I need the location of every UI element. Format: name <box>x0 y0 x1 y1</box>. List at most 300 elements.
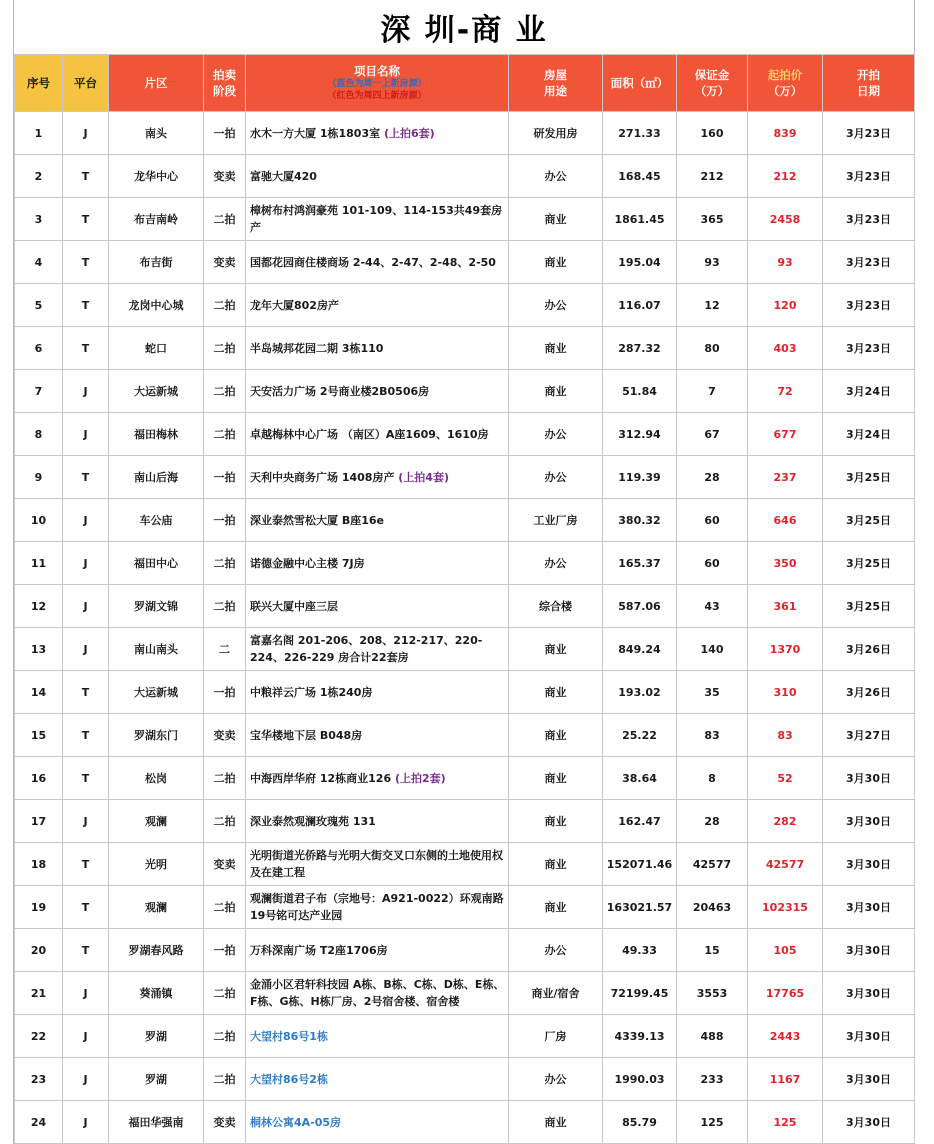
cell-stage: 二拍 <box>204 542 246 585</box>
cell-usage: 商业 <box>509 886 603 929</box>
cell-district: 龙岗中心城 <box>109 284 204 327</box>
cell-project-name <box>246 112 509 155</box>
cell-deposit: 28 <box>677 800 748 843</box>
header-stage <box>204 55 246 112</box>
project-name-text: 卓越梅林中心广场 （南区）A座1609、1610房 <box>250 427 489 441</box>
project-name-text: 观澜街道君子布（宗地号：A921-0022）环观南路19号铭可达产业园 <box>250 892 504 922</box>
table-body <box>15 112 915 1144</box>
header-district: 片区 <box>109 55 204 112</box>
cell-platform: J <box>63 112 109 155</box>
cell-stage: 二拍 <box>204 972 246 1015</box>
cell-seq: 2 <box>15 155 63 198</box>
cell-district: 葵涌镇 <box>109 972 204 1015</box>
cell-platform: T <box>63 456 109 499</box>
cell-seq: 5 <box>15 284 63 327</box>
cell-area: 152071.46 <box>603 843 677 886</box>
cell-district: 福田华强南 <box>109 1101 204 1144</box>
cell-area: 587.06 <box>603 585 677 628</box>
cell-auction-date: 3月23日 <box>823 241 915 284</box>
cell-start-price: 72 <box>748 370 823 413</box>
cell-seq: 18 <box>15 843 63 886</box>
project-name-text: 宝华楼地下层 B048房 <box>250 728 363 742</box>
cell-stage: 二拍 <box>204 413 246 456</box>
cell-start-price: 212 <box>748 155 823 198</box>
cell-stage: 一拍 <box>204 112 246 155</box>
cell-auction-date: 3月25日 <box>823 456 915 499</box>
table-row <box>15 155 915 198</box>
cell-stage: 二拍 <box>204 284 246 327</box>
cell-usage: 商业 <box>509 628 603 671</box>
cell-auction-date: 3月23日 <box>823 198 915 241</box>
cell-usage: 商业 <box>509 327 603 370</box>
cell-stage: 二拍 <box>204 800 246 843</box>
cell-stage: 二拍 <box>204 370 246 413</box>
cell-seq: 19 <box>15 886 63 929</box>
cell-deposit: 28 <box>677 456 748 499</box>
cell-project-name <box>246 886 509 929</box>
cell-seq: 17 <box>15 800 63 843</box>
cell-project-name <box>246 800 509 843</box>
cell-seq: 8 <box>15 413 63 456</box>
header-usage-line1: 房屋 <box>544 68 567 82</box>
spreadsheet <box>13 0 915 1144</box>
cell-auction-date: 3月27日 <box>823 714 915 757</box>
cell-stage: 变卖 <box>204 241 246 284</box>
cell-auction-date: 3月30日 <box>823 757 915 800</box>
cell-seq: 24 <box>15 1101 63 1144</box>
cell-stage: 二拍 <box>204 327 246 370</box>
header-name-note-blue: （蓝色为周一上新房源） <box>327 78 427 89</box>
header-stage-line2: 阶段 <box>213 84 236 98</box>
cell-usage: 办公 <box>509 284 603 327</box>
header-name-line1: 项目名称 <box>354 63 400 78</box>
cell-stage: 一拍 <box>204 499 246 542</box>
cell-deposit: 125 <box>677 1101 748 1144</box>
project-name-text: 天安活力广场 2号商业楼2B0506房 <box>250 384 430 398</box>
cell-seq: 1 <box>15 112 63 155</box>
table-row <box>15 843 915 886</box>
cell-seq: 21 <box>15 972 63 1015</box>
table-row <box>15 1015 915 1058</box>
cell-deposit: 7 <box>677 370 748 413</box>
cell-project-name <box>246 714 509 757</box>
header-usage <box>509 55 603 112</box>
cell-deposit: 60 <box>677 499 748 542</box>
cell-area: 25.22 <box>603 714 677 757</box>
cell-deposit: 212 <box>677 155 748 198</box>
cell-auction-date: 3月25日 <box>823 499 915 542</box>
project-name-text: 中粮祥云广场 1栋240房 <box>250 685 373 699</box>
cell-platform: J <box>63 1101 109 1144</box>
cell-seq: 23 <box>15 1058 63 1101</box>
cell-area: 116.07 <box>603 284 677 327</box>
cell-deposit: 3553 <box>677 972 748 1015</box>
cell-start-price: 52 <box>748 757 823 800</box>
cell-district: 布吉南岭 <box>109 198 204 241</box>
cell-platform: J <box>63 1015 109 1058</box>
cell-platform: J <box>63 1058 109 1101</box>
cell-usage: 商业 <box>509 757 603 800</box>
cell-area: 380.32 <box>603 499 677 542</box>
cell-usage: 商业 <box>509 198 603 241</box>
page-title: 深 圳-商 业 <box>380 13 548 48</box>
cell-stage: 二拍 <box>204 198 246 241</box>
cell-auction-date: 3月30日 <box>823 1101 915 1144</box>
table-row <box>15 757 915 800</box>
project-name-text: 光明街道光侨路与光明大街交叉口东侧的土地使用权及在建工程 <box>250 849 503 879</box>
listing-count-note: (上拍6套) <box>383 126 435 140</box>
header-name-note-red: （红色为周四上新房源） <box>327 90 427 101</box>
header-deposit-line1: 保证金 <box>694 68 730 82</box>
cell-start-price: 2458 <box>748 198 823 241</box>
cell-platform: J <box>63 542 109 585</box>
table-row <box>15 370 915 413</box>
cell-start-price: 17765 <box>748 972 823 1015</box>
cell-start-price: 646 <box>748 499 823 542</box>
cell-usage: 综合楼 <box>509 585 603 628</box>
cell-area: 162.47 <box>603 800 677 843</box>
cell-district: 布吉街 <box>109 241 204 284</box>
cell-platform: J <box>63 972 109 1015</box>
project-name-text: 水木一方大厦 1栋1803室 <box>250 126 384 140</box>
cell-district: 罗湖东门 <box>109 714 204 757</box>
cell-project-name <box>246 327 509 370</box>
table-row <box>15 499 915 542</box>
table-row <box>15 1101 915 1144</box>
cell-project-name <box>246 628 509 671</box>
project-name-text: 深业泰然雪松大厦 B座16e <box>250 513 384 527</box>
cell-usage: 商业/宿舍 <box>509 972 603 1015</box>
project-name-text: 中海西岸华府 12栋商业126 <box>250 771 395 785</box>
project-name-text: 樟树布村鸿润豪苑 101-109、114-153共49套房产 <box>250 204 503 234</box>
header-seq: 序号 <box>15 55 63 112</box>
cell-auction-date: 3月24日 <box>823 370 915 413</box>
cell-area: 163021.57 <box>603 886 677 929</box>
cell-platform: T <box>63 284 109 327</box>
cell-auction-date: 3月30日 <box>823 929 915 972</box>
cell-start-price: 677 <box>748 413 823 456</box>
cell-seq: 12 <box>15 585 63 628</box>
cell-district: 罗湖文锦 <box>109 585 204 628</box>
cell-usage: 商业 <box>509 241 603 284</box>
cell-seq: 22 <box>15 1015 63 1058</box>
table-row <box>15 241 915 284</box>
cell-start-price: 125 <box>748 1101 823 1144</box>
cell-platform: T <box>63 757 109 800</box>
cell-deposit: 35 <box>677 671 748 714</box>
listing-count-note: (上拍4套) <box>398 470 449 484</box>
cell-stage: 二拍 <box>204 585 246 628</box>
cell-start-price: 361 <box>748 585 823 628</box>
table-row <box>15 671 915 714</box>
project-name-text: 富嘉名阁 201-206、208、212-217、220-224、226-229 房合计22套房 <box>250 634 483 664</box>
cell-start-price: 2443 <box>748 1015 823 1058</box>
cell-deposit: 20463 <box>677 886 748 929</box>
cell-usage: 商业 <box>509 1101 603 1144</box>
table-row <box>15 1058 915 1101</box>
cell-deposit: 93 <box>677 241 748 284</box>
cell-usage: 研发用房 <box>509 112 603 155</box>
table-row <box>15 284 915 327</box>
cell-platform: J <box>63 499 109 542</box>
cell-platform: T <box>63 198 109 241</box>
header-row <box>15 55 915 112</box>
cell-district: 罗湖春风路 <box>109 929 204 972</box>
cell-area: 1990.03 <box>603 1058 677 1101</box>
cell-area: 168.45 <box>603 155 677 198</box>
cell-district: 罗湖 <box>109 1015 204 1058</box>
cell-deposit: 12 <box>677 284 748 327</box>
cell-area: 849.24 <box>603 628 677 671</box>
cell-area: 49.33 <box>603 929 677 972</box>
cell-auction-date: 3月30日 <box>823 800 915 843</box>
cell-deposit: 42577 <box>677 843 748 886</box>
cell-usage: 商业 <box>509 843 603 886</box>
cell-start-price: 102315 <box>748 886 823 929</box>
cell-start-price: 839 <box>748 112 823 155</box>
cell-project-name <box>246 198 509 241</box>
cell-area: 312.94 <box>603 413 677 456</box>
cell-deposit: 8 <box>677 757 748 800</box>
cell-seq: 4 <box>15 241 63 284</box>
cell-auction-date: 3月25日 <box>823 585 915 628</box>
cell-usage: 商业 <box>509 800 603 843</box>
table-row <box>15 198 915 241</box>
cell-project-name <box>246 1101 509 1144</box>
cell-deposit: 15 <box>677 929 748 972</box>
cell-stage: 二 <box>204 628 246 671</box>
cell-district: 福田中心 <box>109 542 204 585</box>
header-name <box>246 55 509 112</box>
cell-deposit: 233 <box>677 1058 748 1101</box>
project-name-text: 龙年大厦802房产 <box>250 298 339 312</box>
header-date <box>823 55 915 112</box>
table-row <box>15 112 915 155</box>
cell-seq: 6 <box>15 327 63 370</box>
cell-project-name <box>246 499 509 542</box>
cell-stage: 一拍 <box>204 671 246 714</box>
header-stage-line1: 拍卖 <box>213 68 236 82</box>
header-price-line2: （万） <box>767 84 803 98</box>
cell-platform: T <box>63 886 109 929</box>
header-date-line1: 开拍 <box>857 68 880 82</box>
cell-deposit: 43 <box>677 585 748 628</box>
cell-auction-date: 3月23日 <box>823 327 915 370</box>
cell-platform: J <box>63 800 109 843</box>
cell-usage: 办公 <box>509 542 603 585</box>
cell-project-name <box>246 929 509 972</box>
cell-stage: 变卖 <box>204 714 246 757</box>
table-row <box>15 929 915 972</box>
cell-seq: 11 <box>15 542 63 585</box>
cell-start-price: 310 <box>748 671 823 714</box>
header-platform: 平台 <box>63 55 109 112</box>
cell-deposit: 67 <box>677 413 748 456</box>
cell-start-price: 350 <box>748 542 823 585</box>
cell-deposit: 80 <box>677 327 748 370</box>
cell-deposit: 140 <box>677 628 748 671</box>
cell-stage: 二拍 <box>204 1015 246 1058</box>
cell-platform: T <box>63 843 109 886</box>
project-name-text: 富驰大厦420 <box>250 169 317 183</box>
cell-seq: 15 <box>15 714 63 757</box>
cell-area: 1861.45 <box>603 198 677 241</box>
cell-start-price: 282 <box>748 800 823 843</box>
cell-usage: 商业 <box>509 714 603 757</box>
cell-seq: 3 <box>15 198 63 241</box>
cell-project-name <box>246 413 509 456</box>
cell-start-price: 120 <box>748 284 823 327</box>
header-price <box>748 55 823 112</box>
cell-project-name <box>246 1015 509 1058</box>
table-row <box>15 413 915 456</box>
table-row <box>15 886 915 929</box>
cell-district: 罗湖 <box>109 1058 204 1101</box>
header-area: 面积（㎡） <box>603 55 677 112</box>
cell-stage: 二拍 <box>204 886 246 929</box>
project-name-text: 大望村86号1栋 <box>250 1029 328 1043</box>
cell-project-name <box>246 671 509 714</box>
table-row <box>15 327 915 370</box>
cell-usage: 厂房 <box>509 1015 603 1058</box>
table-row <box>15 542 915 585</box>
cell-auction-date: 3月25日 <box>823 542 915 585</box>
cell-start-price: 83 <box>748 714 823 757</box>
cell-area: 38.64 <box>603 757 677 800</box>
cell-auction-date: 3月23日 <box>823 284 915 327</box>
project-name-text: 桐林公寓4A-05房 <box>250 1115 342 1129</box>
cell-area: 193.02 <box>603 671 677 714</box>
cell-project-name <box>246 155 509 198</box>
cell-district: 大运新城 <box>109 370 204 413</box>
cell-project-name <box>246 456 509 499</box>
header-date-line2: 日期 <box>857 84 880 98</box>
cell-area: 72199.45 <box>603 972 677 1015</box>
project-name-text: 联兴大厦中座三层 <box>250 599 338 613</box>
project-name-text: 国都花园商住楼商场 2-44、2-47、2-48、2-50 <box>250 255 496 269</box>
cell-district: 光明 <box>109 843 204 886</box>
cell-district: 蛇口 <box>109 327 204 370</box>
cell-deposit: 488 <box>677 1015 748 1058</box>
cell-deposit: 365 <box>677 198 748 241</box>
cell-auction-date: 3月26日 <box>823 628 915 671</box>
cell-district: 大运新城 <box>109 671 204 714</box>
cell-platform: T <box>63 241 109 284</box>
cell-area: 119.39 <box>603 456 677 499</box>
project-name-text: 大望村86号2栋 <box>250 1072 328 1086</box>
cell-seq: 16 <box>15 757 63 800</box>
cell-platform: T <box>63 714 109 757</box>
project-name-text: 天利中央商务广场 1408房产 <box>250 470 399 484</box>
header-price-line1: 起拍价 <box>767 68 803 82</box>
cell-seq: 20 <box>15 929 63 972</box>
table-row <box>15 585 915 628</box>
cell-auction-date: 3月30日 <box>823 886 915 929</box>
table-row <box>15 456 915 499</box>
cell-area: 195.04 <box>603 241 677 284</box>
table-row <box>15 972 915 1015</box>
cell-usage: 办公 <box>509 413 603 456</box>
cell-usage: 办公 <box>509 929 603 972</box>
cell-project-name <box>246 542 509 585</box>
cell-platform: J <box>63 413 109 456</box>
cell-platform: T <box>63 327 109 370</box>
cell-area: 85.79 <box>603 1101 677 1144</box>
cell-start-price: 42577 <box>748 843 823 886</box>
cell-deposit: 160 <box>677 112 748 155</box>
listing-count-note: (上拍2套) <box>394 771 446 785</box>
cell-project-name <box>246 972 509 1015</box>
cell-seq: 9 <box>15 456 63 499</box>
cell-project-name <box>246 284 509 327</box>
cell-usage: 商业 <box>509 370 603 413</box>
cell-district: 观澜 <box>109 800 204 843</box>
cell-start-price: 1370 <box>748 628 823 671</box>
cell-platform: T <box>63 155 109 198</box>
cell-district: 观澜 <box>109 886 204 929</box>
cell-area: 165.37 <box>603 542 677 585</box>
cell-start-price: 403 <box>748 327 823 370</box>
cell-district: 松岗 <box>109 757 204 800</box>
cell-district: 南山南头 <box>109 628 204 671</box>
cell-seq: 14 <box>15 671 63 714</box>
cell-usage: 办公 <box>509 155 603 198</box>
cell-area: 287.32 <box>603 327 677 370</box>
cell-district: 福田梅林 <box>109 413 204 456</box>
auction-table <box>14 54 915 1144</box>
project-name-text: 金涌小区君轩科技园 A栋、B栋、C栋、D栋、E栋、F栋、G栋、H栋厂房、2号宿舍楼、宿舍楼 <box>250 978 505 1008</box>
cell-stage: 变卖 <box>204 843 246 886</box>
cell-stage: 一拍 <box>204 456 246 499</box>
cell-start-price: 105 <box>748 929 823 972</box>
cell-deposit: 83 <box>677 714 748 757</box>
cell-auction-date: 3月23日 <box>823 155 915 198</box>
cell-start-price: 237 <box>748 456 823 499</box>
header-deposit <box>677 55 748 112</box>
cell-auction-date: 3月30日 <box>823 843 915 886</box>
project-name-text: 诺德金融中心主楼 7J房 <box>250 556 365 570</box>
project-name-text: 深业泰然观澜玫瑰苑 131 <box>250 814 376 828</box>
cell-auction-date: 3月23日 <box>823 112 915 155</box>
cell-usage: 商业 <box>509 671 603 714</box>
cell-district: 南山后海 <box>109 456 204 499</box>
table-row <box>15 628 915 671</box>
cell-area: 4339.13 <box>603 1015 677 1058</box>
cell-stage: 二拍 <box>204 757 246 800</box>
cell-deposit: 60 <box>677 542 748 585</box>
cell-auction-date: 3月30日 <box>823 972 915 1015</box>
cell-auction-date: 3月30日 <box>823 1058 915 1101</box>
cell-start-price: 1167 <box>748 1058 823 1101</box>
cell-area: 51.84 <box>603 370 677 413</box>
cell-usage: 工业厂房 <box>509 499 603 542</box>
cell-project-name <box>246 241 509 284</box>
header-usage-line2: 用途 <box>544 84 567 98</box>
cell-stage: 一拍 <box>204 929 246 972</box>
cell-area: 271.33 <box>603 112 677 155</box>
cell-stage: 变卖 <box>204 155 246 198</box>
cell-usage: 办公 <box>509 1058 603 1101</box>
project-name-text: 半岛城邦花园二期 3栋110 <box>250 341 384 355</box>
cell-district: 龙华中心 <box>109 155 204 198</box>
cell-auction-date: 3月24日 <box>823 413 915 456</box>
cell-district: 车公庙 <box>109 499 204 542</box>
cell-seq: 7 <box>15 370 63 413</box>
cell-seq: 13 <box>15 628 63 671</box>
cell-district: 南头 <box>109 112 204 155</box>
cell-start-price: 93 <box>748 241 823 284</box>
cell-stage: 二拍 <box>204 1058 246 1101</box>
